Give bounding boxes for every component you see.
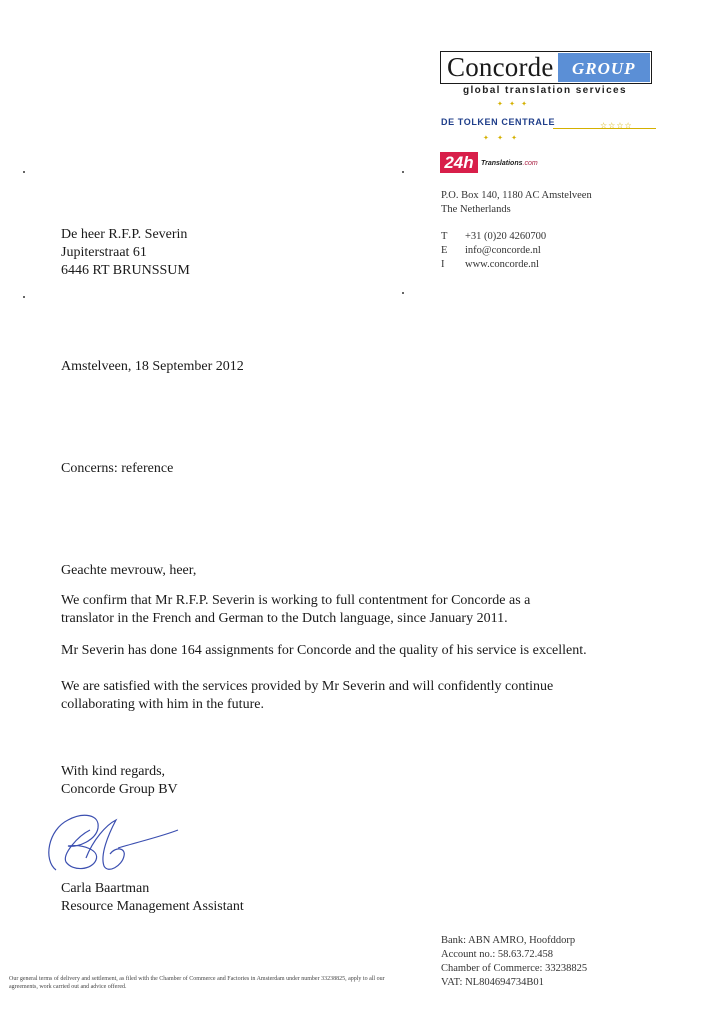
contact-phone <box>441 230 546 244</box>
salutation: Geachte mevrouw, heer, <box>61 563 197 578</box>
badge-translations-text <box>481 160 538 167</box>
scan-speck <box>402 292 404 294</box>
paragraph-confirm: We confirm that Mr R.F.P. Severin is working to full contentment for Concorde as a translator in the French and German to the Dutch language, since January 2011. <box>61 593 531 626</box>
scan-speck <box>23 171 25 173</box>
paragraph-satisfied: We are satisfied with the services provided by Mr Severin and will confidently continue collaborating with him in the future. <box>61 679 554 712</box>
signer-name: Carla Baartman <box>61 881 150 896</box>
tolken-centrale-logo: DE TOLKEN CENTRALE <box>441 117 556 127</box>
footer-terms-note: Our general terms of delivery and settlement, as filed with the Chamber of Commerce and Factories in Amsterdam under number 33238825, apply to all our agreements, work carried out and advice offered. <box>9 976 385 990</box>
sender-country: The Netherlands <box>441 204 511 215</box>
sender-address <box>441 189 592 217</box>
contact-website-value: www.concorde.nl <box>465 259 539 270</box>
logo-tagline: global translation services <box>463 85 627 96</box>
bank-name: Bank: ABN AMRO, Hoofddorp <box>441 935 576 946</box>
signer-block <box>61 880 244 916</box>
stars-bottom-icon: ✦ ✦ ✦ <box>483 134 521 142</box>
closing <box>61 763 178 799</box>
logo-name: Concorde <box>447 52 554 82</box>
handwritten-signature <box>38 800 188 880</box>
paragraph-assignments: Mr Severin has done 164 assignments for Concorde and the quality of his service is excellent. <box>61 643 587 658</box>
bank-chamber: Chamber of Commerce: 33238825 <box>441 963 588 974</box>
place-date: Amstelveen, 18 September 2012 <box>61 359 244 374</box>
contact-website-key: I <box>441 259 445 270</box>
subject-line: Concerns: reference <box>61 461 174 476</box>
contact-email-value: info@concorde.nl <box>465 245 541 256</box>
logo-group: GROUP <box>558 53 650 82</box>
stars-top-icon: ✦ ✦ ✦ <box>497 100 530 108</box>
badge-24h-logo: 24h <box>440 152 478 173</box>
scan-speck <box>23 296 25 298</box>
contact-email-key: E <box>441 245 448 256</box>
bank-account: Account no.: 58.63.72.458 <box>441 949 553 960</box>
contact-website <box>441 258 546 272</box>
scan-speck <box>402 171 404 173</box>
contact-email <box>441 244 546 258</box>
sender-po-box: P.O. Box 140, 1180 AC Amstelveen <box>441 190 592 201</box>
sender-contacts <box>441 230 546 272</box>
badge-translations-suffix: .com <box>522 160 538 167</box>
signer-title: Resource Management Assistant <box>61 899 244 914</box>
bank-vat: VAT: NL804694734B01 <box>441 977 544 988</box>
closing-company: Concorde Group BV <box>61 782 178 797</box>
recipient-city: 6446 RT BRUNSSUM <box>61 263 190 278</box>
tolken-stars-icon: ☆☆☆☆ <box>600 121 633 130</box>
contact-phone-value: +31 (0)20 4260700 <box>465 231 547 242</box>
contact-phone-key: T <box>441 231 448 242</box>
badge-translations-label: Translations <box>481 160 523 167</box>
recipient-name: De heer R.F.P. Severin <box>61 227 188 242</box>
concorde-logo <box>440 51 652 84</box>
recipient-address <box>61 226 190 280</box>
closing-regards: With kind regards, <box>61 764 166 779</box>
recipient-street: Jupiterstraat 61 <box>61 245 147 260</box>
bank-details <box>441 934 587 990</box>
